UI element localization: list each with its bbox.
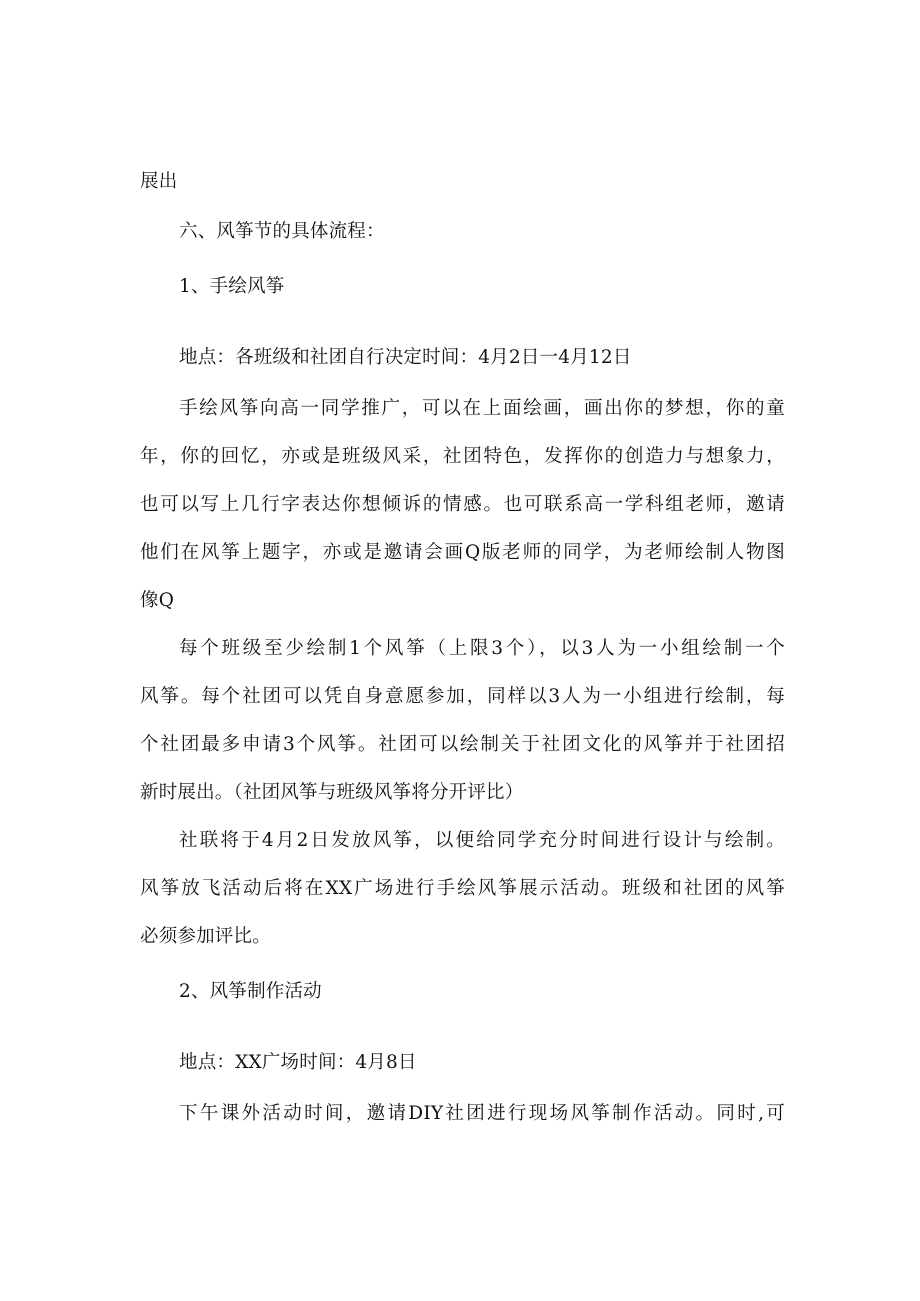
- paragraph-1-line-4: 他们在风筝上题字，亦或是邀请会画Q版老师的同学，为老师绘制人物图: [140, 542, 785, 563]
- paragraph-3-line-1: 社联将于4月2日发放风筝，以便给同学充分时间进行设计与绘制。: [179, 830, 785, 851]
- location-time-line-1: 地点：各班级和社团自行决定时间：4月2日一4月12日: [179, 347, 632, 368]
- subheading-hand-painted-kite: 1、手绘风筝: [179, 276, 285, 297]
- paragraph-2-line-3: 个社团最多申请3个风筝。社团可以绘制关于社团文化的风筝并于社团招: [140, 734, 785, 755]
- text-line-continuation: 展出: [140, 171, 178, 192]
- paragraph-2-line-1: 每个班级至少绘制1个风筝（上限3个），以3人为一小组绘制一个: [179, 638, 785, 659]
- paragraph-2-line-4: 新时展出。（社团风筝与班级风筝将分开评比）: [140, 782, 524, 803]
- paragraph-1-line-1: 手绘风筝向高一同学推广，可以在上面绘画，画出你的梦想，你的童: [179, 398, 785, 419]
- location-time-line-2: 地点：XX广场时间：4月8日: [179, 1052, 417, 1073]
- paragraph-4-line-1: 下午课外活动时间，邀请DIY社团进行现场风筝制作活动。同时,可: [179, 1103, 785, 1124]
- paragraph-3-line-3: 必须参加评比。: [140, 926, 271, 947]
- section-heading-process: 六、风筝节的具体流程：: [179, 221, 385, 242]
- paragraph-1-line-3: 也可以写上几行字表达你想倾诉的情感。也可联系高一学科组老师，邀请: [140, 494, 785, 515]
- paragraph-1-line-2: 年，你的回忆，亦或是班级风采，社团特色，发挥你的创造力与想象力，: [140, 446, 785, 467]
- paragraph-1-line-5: 像Q: [140, 590, 175, 611]
- paragraph-3-line-2: 风筝放飞活动后将在XX广场进行手绘风筝展示活动。班级和社团的风筝: [140, 878, 785, 899]
- subheading-kite-making: 2、风筝制作活动: [179, 981, 322, 1002]
- paragraph-2-line-2: 风筝。每个社团可以凭自身意愿参加，同样以3人为一小组进行绘制，每: [140, 686, 785, 707]
